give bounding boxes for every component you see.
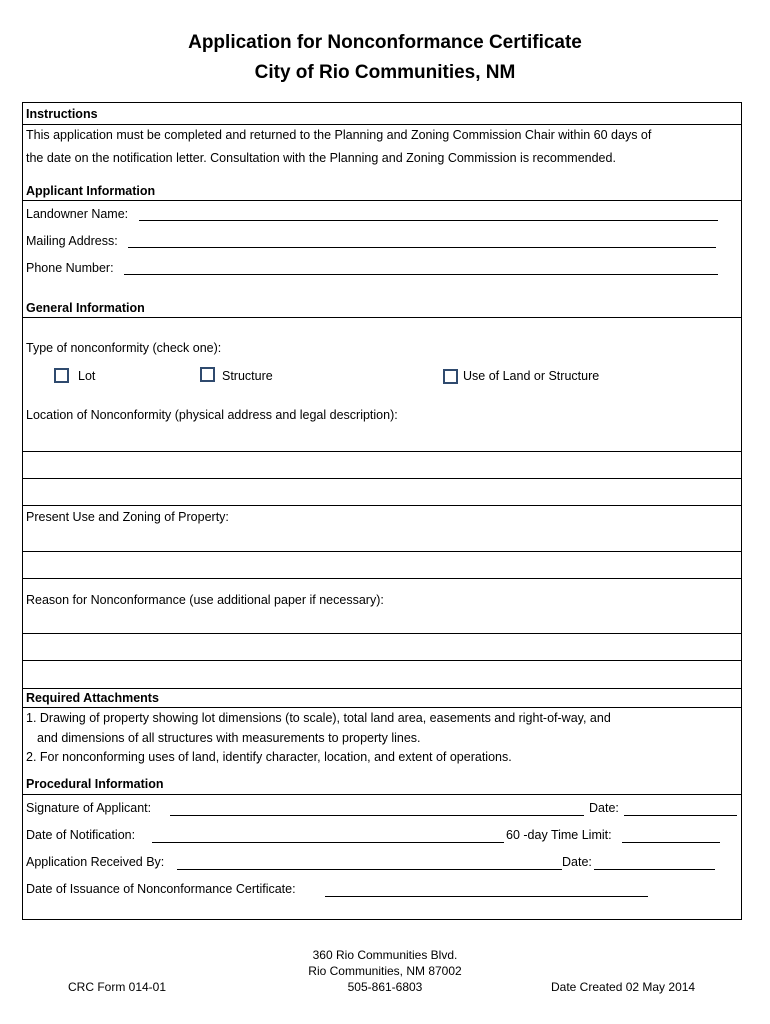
divider	[22, 200, 742, 201]
attachment-item-2: 2. For nonconforming uses of land, identify character, location, and extent of operations.	[26, 750, 512, 764]
form-title: Application for Nonconformance Certificate	[188, 32, 582, 53]
phone-number-label: Phone Number:	[26, 261, 114, 275]
instructions-text-2: the date on the notification letter. Consultation with the Planning and Zoning Commission is recommended.	[26, 151, 616, 165]
use-of-land-option-label: Use of Land or Structure	[463, 369, 600, 383]
form-subtitle: City of Rio Communities, NM	[254, 62, 516, 83]
signature-label: Signature of Applicant:	[26, 801, 152, 815]
time-limit-field[interactable]	[622, 842, 720, 843]
structure-checkbox[interactable]	[200, 367, 215, 382]
issuance-date-field[interactable]	[325, 896, 648, 897]
footer-phone: 505-861-6803	[347, 980, 423, 994]
received-by-label: Application Received By:	[26, 855, 165, 869]
reason-line-1[interactable]	[22, 633, 742, 634]
reason-label: Reason for Nonconformance (use additional paper if necessary):	[26, 593, 384, 607]
received-by-field[interactable]	[177, 869, 562, 870]
signature-date-label: Date:	[589, 801, 619, 815]
applicant-heading: Applicant Information	[26, 184, 156, 198]
divider	[22, 688, 742, 689]
divider	[22, 794, 742, 795]
phone-number-field[interactable]	[124, 274, 718, 275]
landowner-label: Landowner Name:	[26, 207, 129, 221]
mailing-address-label: Mailing Address:	[26, 234, 118, 248]
location-label: Location of Nonconformity (physical address and legal description):	[26, 408, 398, 422]
received-date-field[interactable]	[594, 869, 715, 870]
footer-address-1: 360 Rio Communities Blvd.	[312, 948, 458, 962]
general-heading: General Information	[26, 301, 145, 315]
attachments-heading: Required Attachments	[26, 691, 159, 705]
location-line-1[interactable]	[22, 451, 742, 452]
location-line-2[interactable]	[22, 478, 742, 479]
signature-field[interactable]	[170, 815, 584, 816]
lot-option-label: Lot	[78, 369, 96, 383]
lot-checkbox[interactable]	[54, 368, 69, 383]
present-use-label: Present Use and Zoning of Property:	[26, 510, 229, 524]
mailing-address-field[interactable]	[128, 247, 716, 248]
type-label: Type of nonconformity (check one):	[26, 341, 222, 355]
issuance-label: Date of Issuance of Nonconformance Certificate:	[26, 882, 296, 896]
time-limit-label: 60 -day Time Limit:	[506, 828, 612, 842]
divider	[22, 707, 742, 708]
landowner-name-field[interactable]	[139, 220, 718, 221]
reason-line-2[interactable]	[22, 660, 742, 661]
structure-option-label: Structure	[222, 369, 273, 383]
use-of-land-checkbox[interactable]	[443, 369, 458, 384]
received-date-label: Date:	[562, 855, 592, 869]
footer-address-2: Rio Communities, NM 87002	[308, 964, 462, 978]
notification-date-field[interactable]	[152, 842, 504, 843]
footer-form-id: CRC Form 014-01	[68, 980, 167, 994]
divider	[22, 124, 742, 125]
attachment-item-1: 1. Drawing of property showing lot dimensions (to scale), total land area, easements and right-of-way, and	[26, 711, 611, 725]
footer-date-created: Date Created 02 May 2014	[551, 980, 696, 994]
divider	[22, 578, 742, 579]
divider	[22, 317, 742, 318]
attachment-item-1-cont: and dimensions of all structures with measurements to property lines.	[37, 731, 421, 745]
divider	[22, 505, 742, 506]
notification-label: Date of Notification:	[26, 828, 136, 842]
signature-date-field[interactable]	[624, 815, 737, 816]
procedural-heading: Procedural Information	[26, 777, 164, 791]
instructions-text-1: This application must be completed and returned to the Planning and Zoning Commission Chair within 60 days of	[26, 128, 652, 142]
present-use-line-1[interactable]	[22, 551, 742, 552]
instructions-heading: Instructions	[26, 107, 98, 121]
